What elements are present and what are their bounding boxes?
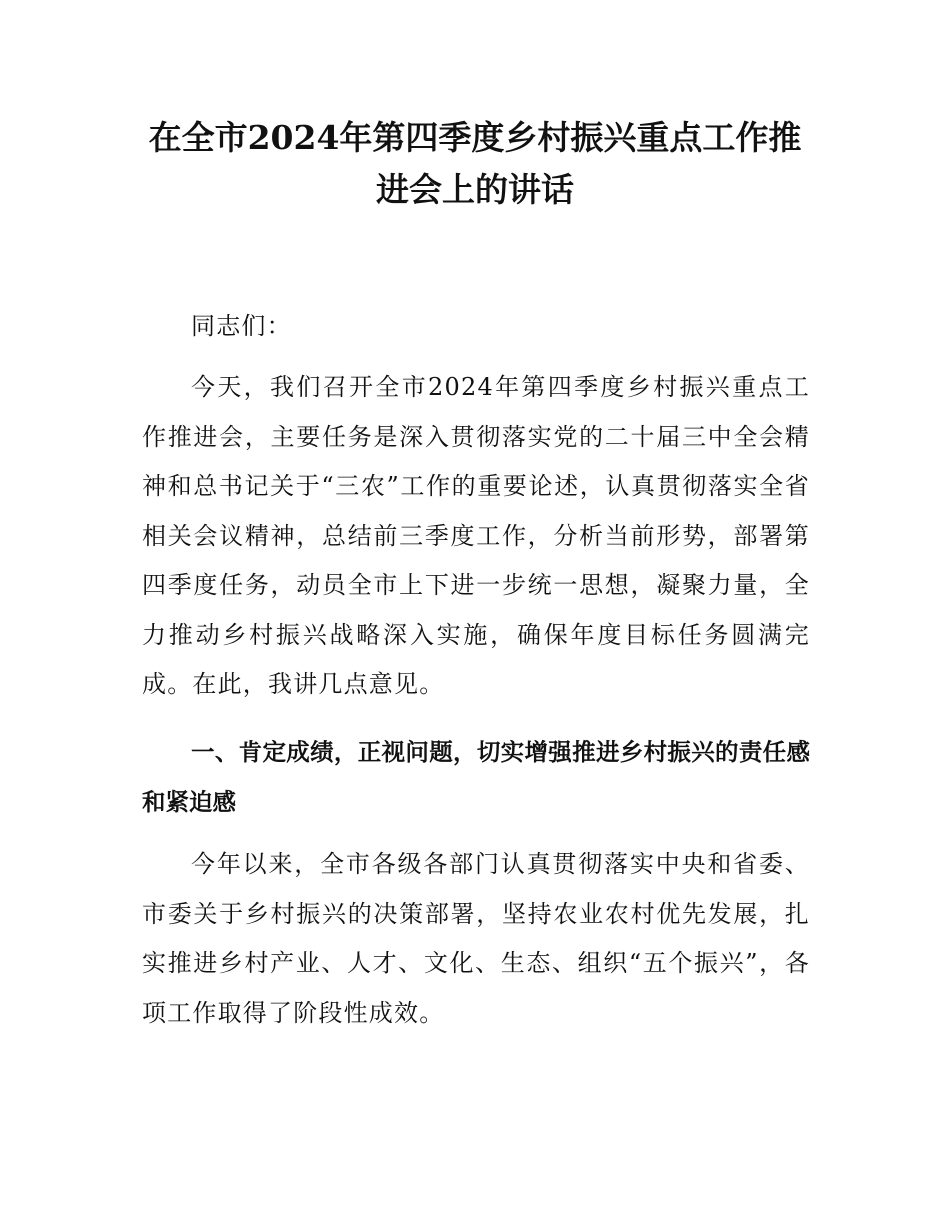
section-heading: 一、肯定成绩，正视问题，切实增强推进乡村振兴的责任感和紧迫感 — [142, 738, 810, 816]
body-paragraph: 今年以来，全市各级各部门认真贯彻落实中央和省委、市委关于乡村振兴的决策部署，坚持农业农村优先发展，扎实推进乡村产业、人才、文化、生态、组织“五个振兴”，各项工作取得了阶段性成效。 — [142, 850, 810, 1027]
document-title: 在全市2024年第四季度乡村振兴重点工作推进会上的讲话 — [148, 118, 802, 209]
greeting-paragraph: 同志们： — [191, 312, 292, 340]
body-paragraph: 今天，我们召开全市2024年第四季度乡村振兴重点工作推进会，主要任务是深入贯彻落实党的二十届三中全会精神和总书记关于“三农”工作的重要论述，认真贯彻落实全省相关会议精神，总结前三季度工作，分析当前形势，部署第四季度任务，动员全市上下进一步统一思想，凝聚力量，全力推动乡村振兴战略深入实施，确保年度目标任务圆满完成。在此，我讲几点意见。 — [142, 373, 810, 698]
